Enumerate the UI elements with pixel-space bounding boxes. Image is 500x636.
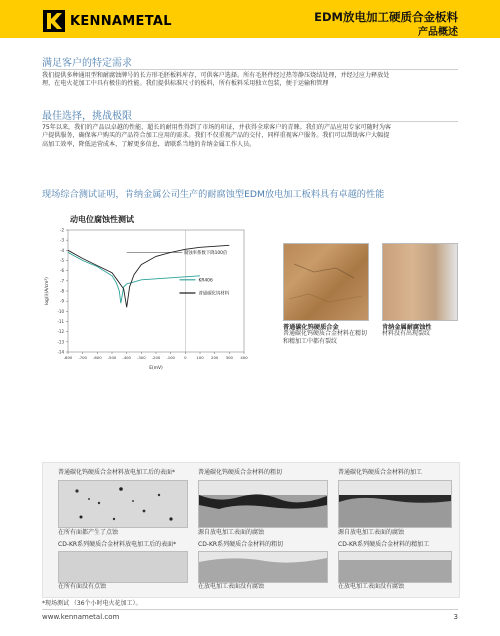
photo-left-title: 普通碳化钨硬质合金: [283, 324, 339, 331]
paragraph-line: 理，在电火花加工中具有极佳的性能。我们提供标准尺寸的板料，所有板料采用独立包装，便于运输和管理: [42, 80, 329, 88]
divider: [42, 69, 458, 70]
section-paragraph-needs: [42, 72, 462, 89]
x-tick-label: 400: [240, 355, 248, 360]
micro-title: CD-KR系列硬质合金材料放电加工后的表面*: [58, 541, 177, 548]
x-tick-label: -100: [166, 355, 175, 360]
micro-caption: 在所有面都产生了点蚀: [58, 529, 119, 536]
x-tick-label: -300: [137, 355, 146, 360]
common-carbide-photo: [283, 243, 369, 321]
photo-right-title: 肯纳金属耐腐蚀性: [382, 324, 432, 331]
x-tick-label: -700: [78, 355, 87, 360]
x-tick-label: 200: [211, 355, 219, 360]
x-tick-label: -600: [93, 355, 102, 360]
micro-title: 普通碳化钨硬质合金材料的粗切: [198, 469, 283, 476]
x-axis-label: E(mV): [149, 366, 163, 371]
section-heading-tests: 现场综合测试证明，肯纳金属公司生产的耐腐蚀型EDM放电加工板料具有卓越的性能: [42, 189, 385, 200]
kennametal-material-photo: [382, 243, 458, 321]
micrograph-cdkr-surface: [58, 551, 188, 583]
micro-caption: 在放电加工表面没有腐蚀: [198, 583, 265, 590]
x-tick-label: 100: [196, 355, 204, 360]
divider: [42, 121, 458, 122]
micro-caption: 源自放电加工表面的腐蚀: [198, 529, 265, 536]
y-tick-label: -5: [60, 258, 64, 263]
corrosion-chart: [42, 226, 252, 372]
brand-name: KENNAMETAL: [70, 14, 172, 29]
section-paragraph-choice: [42, 124, 462, 149]
section-heading-choice: 最佳选择，挑战极限: [42, 111, 132, 122]
paragraph-line: 户提供服务，确保客户购买的产品符合加工应用的需求。我们不仅重视产品的交付，同样重视客户服务。我们可以帮助客户大幅提: [42, 132, 390, 140]
micro-caption: 在放电加工表面没有腐蚀: [338, 583, 405, 590]
x-tick-label: -500: [107, 355, 117, 360]
section-heading-needs: 满足客户的特定需求: [42, 58, 132, 69]
x-tick-label: 300: [225, 355, 233, 360]
y-tick-label: -8: [60, 288, 64, 294]
y-tick-label: -2: [60, 227, 64, 233]
micrograph-finish: [338, 480, 452, 528]
annotation-label: 腐蚀率系数下降100倍: [183, 250, 228, 256]
x-tick-label: -800: [63, 355, 73, 360]
divider: [42, 609, 458, 610]
micrograph-pitted-surface: [58, 480, 188, 528]
micro-caption: 在所有面没有点蚀: [58, 583, 107, 590]
page-subtitle: 产品概述: [418, 27, 458, 38]
footer-url[interactable]: www.kennametal.com: [42, 613, 120, 621]
photo-left-desc: [283, 330, 367, 345]
micro-title: CD-KR系列硬质合金材料的精加工: [338, 541, 430, 548]
micrograph-rough-cut: [198, 480, 328, 528]
y-tick-label: -4: [60, 247, 64, 253]
paragraph-line: 高加工效率，降低运营成本，了解更多信息，请联系当地的肯纳金属工作人员。: [42, 140, 256, 148]
y-tick-label: -7: [60, 278, 64, 284]
photo-right-desc: 材料没有出现裂纹: [382, 330, 431, 337]
micro-caption: 源自放电加工表面的腐蚀: [338, 529, 405, 536]
paragraph-line: 75年以来，我们的产品以卓越的性能、超长的耐用性得到了市场的印证，并获得全球客户的青睐。我们的产品应用专家可随时为客: [42, 124, 392, 131]
y-tick-label: -11: [57, 319, 64, 324]
micrograph-cdkr-rough-cut: [198, 551, 328, 583]
micro-title: CD-KR系列硬质合金材料的粗切: [198, 541, 284, 548]
y-tick-label: -14: [57, 349, 64, 355]
page-title: EDM放电加工硬质合金板料: [314, 10, 458, 24]
caption-line: 和精加工中都有裂纹: [283, 337, 338, 345]
paragraph-line: 我们提供多种通用型和耐腐蚀牌号的长方形毛胚板料库存，可供客户选择。所有毛胚件经过热等静压烧结处理，并经过应力释放处: [42, 72, 390, 79]
y-tick-label: -13: [57, 339, 64, 345]
x-tick-label: -200: [151, 355, 161, 360]
micrograph-cdkr-finish: [338, 551, 452, 583]
x-tick-label: -400: [122, 355, 131, 360]
y-axis-label: log(i)(A/cm²): [45, 277, 50, 305]
y-tick-label: -9: [60, 298, 64, 304]
page-number: 3: [453, 613, 458, 621]
legend-label: KR406: [198, 278, 213, 284]
footnote: *现场测试 （36个小时电火花加工）。: [42, 600, 142, 607]
legend-label: 普通碳化钨材料: [198, 291, 230, 297]
y-tick-label: -12: [57, 329, 64, 335]
micro-title: 普通碳化钨硬质合金材料放电加工后的表面*: [58, 469, 176, 476]
chart-title: 动电位腐蚀性测试: [70, 215, 134, 224]
y-tick-label: -3: [60, 237, 64, 243]
micro-title: 普通碳化钨硬质合金材料的加工: [338, 469, 423, 476]
x-tick-label: 0: [184, 355, 187, 360]
y-tick-label: -10: [57, 308, 64, 314]
kennametal-logo-icon: [43, 10, 65, 32]
y-tick-label: -6: [60, 268, 64, 274]
caption-line: 普通碳化钨硬质合金材料在精切: [283, 330, 368, 337]
